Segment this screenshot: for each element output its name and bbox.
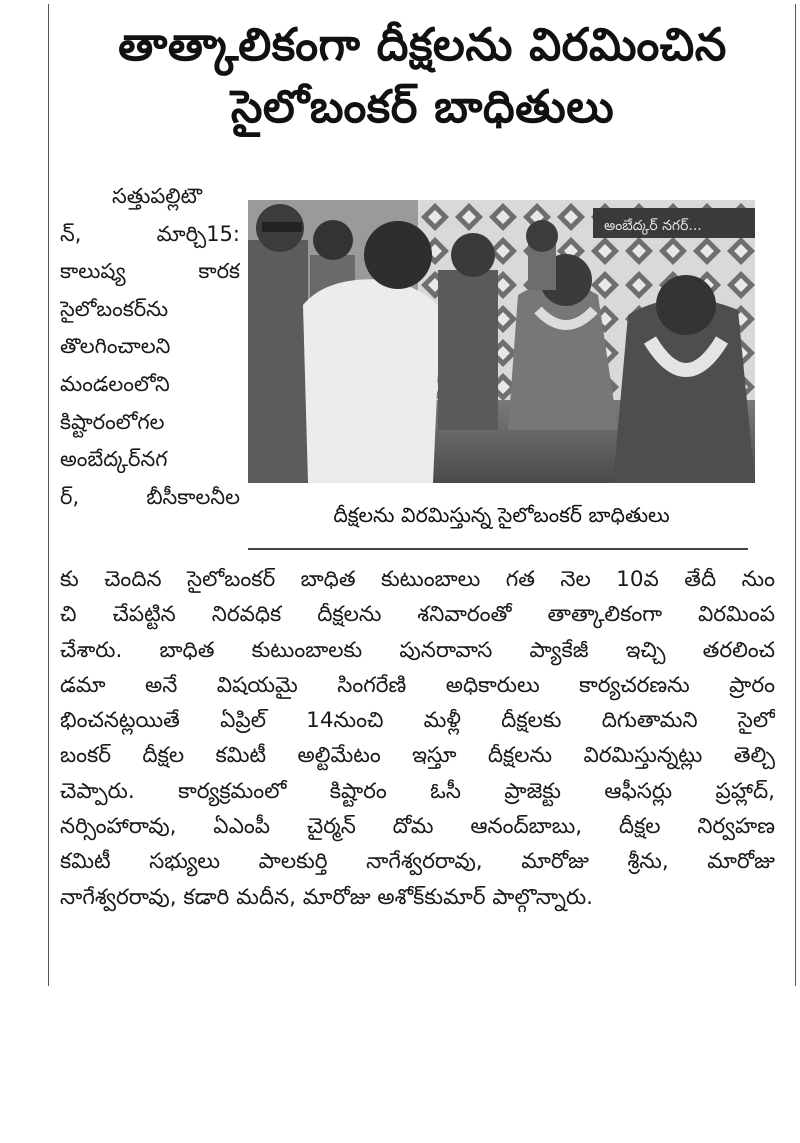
article-body — [60, 562, 775, 915]
column-line: సత్తుపల్లిటౌ — [112, 184, 203, 208]
photo-caption: దీక్షలను విరమిస్తున్న సైలోబంకర్ బాధితులు — [333, 503, 670, 527]
headline-line-2: సైలోబంకర్ బాధితులు — [230, 80, 615, 133]
column-rule-right — [795, 4, 796, 986]
body-line: బంకర్ దీక్షల కమిటీ అల్టిమేటం ఇస్తూ దీక్షలను విరమిస్తున్నట్లు తెల్చి — [60, 743, 775, 769]
body-line: డమా అనే విషయమై సింగరేణి అధికారులు కార్యచరణను ప్రారం — [60, 672, 775, 698]
column-line: అంబేద్కర్‌నగ — [60, 447, 168, 472]
body-line: చి చేపట్టిన నిరవధిక దీక్షలను శనివారంతో తాత్కాలికంగా విరమింప — [60, 602, 775, 628]
column-line: న్, మార్చి15: — [60, 221, 240, 246]
column-line: కాలుష్య కారక — [60, 259, 240, 284]
photo-illustration — [248, 200, 755, 483]
news-photo — [248, 200, 755, 483]
caption-divider — [248, 548, 748, 550]
body-line: చెప్పారు. కార్యక్రమంలో కిష్టారం ఓసీ ప్రాజెక్టు ఆఫీసర్లు ప్రహ్లాద్, — [60, 778, 775, 804]
banner-text: అంబేద్కర్ నగర్... — [604, 218, 702, 234]
headline-line-1: తాత్కాలికంగా దీక్షలను విరమించిన — [118, 18, 727, 71]
column-line: ర్, బీసీకాలనీల — [60, 484, 240, 509]
body-line: నర్సింహారావు, ఏఎంపీ చైర్మన్ దోమ ఆనంద్‌బాబు, దీక్షల నిర్వహణ — [60, 814, 775, 840]
column-line: మండలంలోని — [60, 371, 170, 396]
column-line: సైలోబంకర్‌ను — [60, 296, 169, 321]
headline — [60, 14, 785, 138]
column-rule-left — [48, 4, 49, 986]
column-line: తొలగించాలని — [60, 334, 171, 359]
body-line: కు చెందిన సైలోబంకర్ బాధిత కుటుంబాలు గత నెల 10వ తేదీ నుం — [60, 567, 775, 592]
body-line: కమిటీ సభ్యులు పాలకుర్తి నాగేశ్వరరావు, మారోజు శ్రీను, మారోజు — [60, 849, 775, 875]
body-line: చేశారు. బాధిత కుటుంబాలకు పునరావాస ప్యాకేజీ ఇచ్చి తరలించ — [60, 637, 775, 663]
body-line: నాగేశ్వరరావు, కడారి మదీన, మారోజు అశోక్‌కుమార్ పాల్గొన్నారు. — [60, 884, 593, 910]
column-line: కిష్టారంలోగల — [60, 409, 165, 434]
body-line: భించనట్లయితే ఏప్రిల్ 14నుంచి మళ్లీ దీక్షలకు దిగుతామని సైలో — [60, 708, 775, 734]
dateline-column — [60, 178, 240, 516]
